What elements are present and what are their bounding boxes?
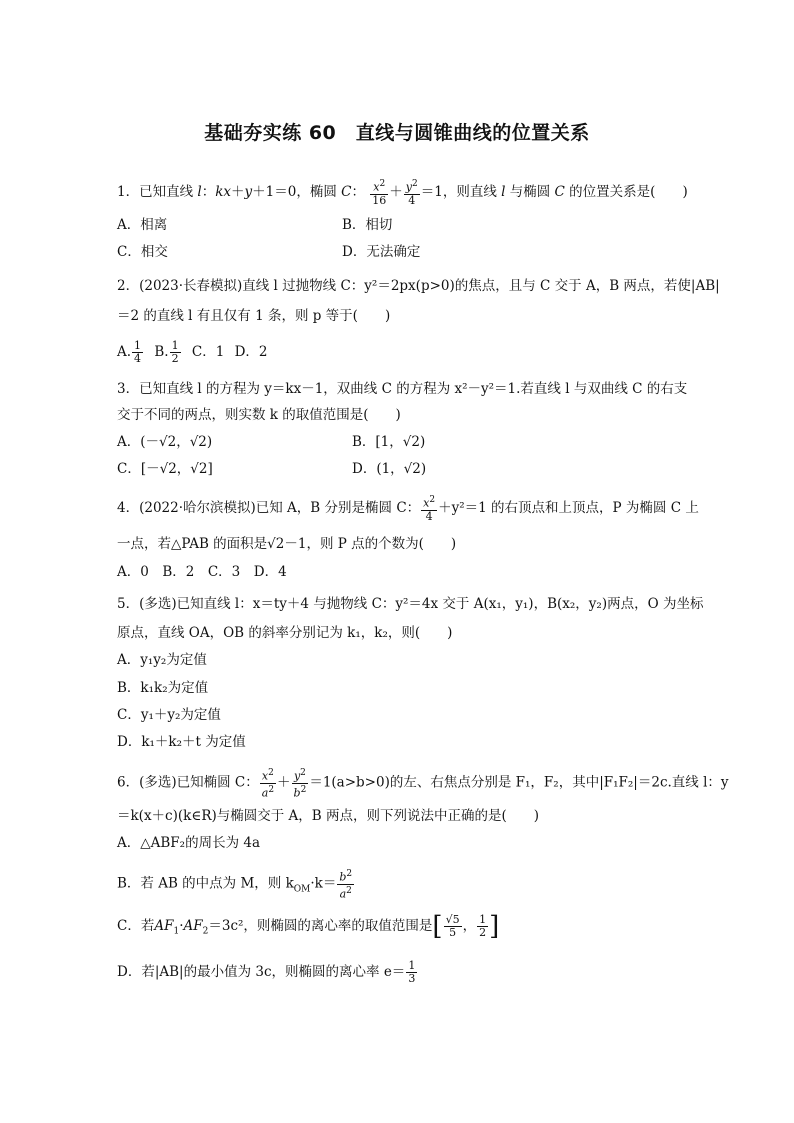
q5-option-d: D．k₁＋k₂＋t 为定值 bbox=[117, 734, 246, 750]
q1-option-d: D．无法确定 bbox=[342, 244, 421, 260]
fraction: $\frac{b^2}{a^2}$ bbox=[339, 869, 353, 901]
q1-option-c: C．相交 bbox=[117, 244, 168, 260]
fraction: $\frac{√5}{5}$ bbox=[445, 913, 460, 939]
q6-line2: ＝k(x＋c)(k∈R)与椭圆交于 A，B 两点，则下列说法中正确的是( ) bbox=[117, 808, 540, 824]
q1-option-a: A．相离 bbox=[117, 217, 168, 233]
q6-option-c: C．若$AF_1\cdot AF_2=3c^2$，则椭圆的离心率的取值范围是[ $\frac{√5}{5}$ ， $\frac{1}{2}$ ] bbox=[117, 911, 500, 942]
fraction: $\frac{1}{2}$ bbox=[479, 913, 487, 939]
fraction: $\frac{y^2}{4}$ bbox=[405, 179, 418, 207]
q5-option-b: B．k₁k₂为定值 bbox=[117, 680, 209, 696]
q3-option-b: B．[1，√2) bbox=[352, 434, 426, 450]
q6-option-d: D．若|AB|的最小值为 3c，则椭圆的离心率 e＝ $\frac{1}{3}$ bbox=[117, 959, 416, 985]
q4-line1: 4．(2022·哈尔滨模拟)已知 A，B 分别是椭圆 C： $\frac{x^2}{4}$ ＋y²＝1 的右顶点和上顶点，P 为椭圆 C 上 bbox=[117, 495, 699, 523]
q2-option-a: A. bbox=[117, 344, 132, 360]
fraction: $\frac{x^2}{a^2}$ bbox=[261, 768, 275, 800]
q2-line2: ＝2 的直线 l 有且仅有 1 条，则 p 等于( ) bbox=[117, 308, 391, 324]
q5-line2: 原点，直线 OA，OB 的斜率分别记为 k₁，k₂，则( ) bbox=[117, 625, 453, 641]
q2-option-c: C．1 bbox=[191, 344, 225, 360]
q5-option-c: C．y₁＋y₂为定值 bbox=[117, 707, 221, 723]
q6-option-a: A．△ABF₂的周长为 4a bbox=[117, 835, 261, 851]
q2-option-b: B. bbox=[154, 344, 169, 360]
q3-line1: 3．已知直线 l 的方程为 y＝kx－1，双曲线 C 的方程为 x²－y²＝1.若直线 l 与双曲线 C 的右支 bbox=[117, 381, 688, 397]
q4-options: A．0 B．2 C．3 D．4 bbox=[117, 564, 287, 580]
q4-line2: 一点，若△PAB 的面积是√2－1，则 P 点的个数为( ) bbox=[117, 536, 457, 552]
fraction: $\frac{y^2}{b^2}$ bbox=[293, 768, 307, 800]
page-title: 基础夯实练 60 直线与圆锥曲线的位置关系 bbox=[204, 122, 590, 144]
q3-option-d: D．(1，√2) bbox=[352, 461, 427, 477]
q6-option-b: B．若 AB 的中点为 M，则 $k_{OM}\cdot k=$ $\frac{b^2}{a^2}$ bbox=[117, 869, 353, 901]
fraction: $\frac{1}{2}$ bbox=[171, 339, 179, 365]
q5-option-a: A．y₁y₂为定值 bbox=[117, 652, 207, 668]
q1-stem: 1．已知直线 l：kx＋y＋1＝0，椭圆 C： $\frac{x^2}{16}$ ＋ $\frac{y^2}{4}$ ＝1，则直线 l 与椭圆 C 的位置关系是( ) bbox=[117, 179, 688, 207]
fraction: $\frac{1}{3}$ bbox=[408, 959, 416, 985]
q1-option-b: B．相切 bbox=[342, 217, 393, 233]
q2-line1: 2．(2023·长春模拟)直线 l 过抛物线 C：y²＝2px(p>0)的焦点，且与 C 交于 A，B 两点，若使|AB| bbox=[117, 278, 720, 294]
fraction: $\frac{x^2}{4}$ bbox=[423, 495, 436, 523]
fraction: $\frac{x^2}{16}$ bbox=[372, 179, 387, 207]
q2-option-d: D．2 bbox=[234, 344, 268, 360]
q3-line2: 交于不同的两点，则实数 k 的取值范围是( ) bbox=[117, 407, 401, 423]
q5-line1: 5．(多选)已知直线 l：x＝ty＋4 与抛物线 C：y²＝4x 交于 A(x₁，y₁)，B(x₂，y₂)两点，O 为坐标 bbox=[117, 596, 704, 612]
q2-options bbox=[117, 340, 268, 365]
fraction: $\frac{1}{4}$ bbox=[134, 339, 142, 365]
vector-expression: $AF_1\cdot AF_2$ bbox=[154, 918, 209, 937]
q3-option-a: A．(－√2，√2) bbox=[117, 434, 213, 450]
q3-option-c: C．[－√2，√2] bbox=[117, 461, 213, 477]
q6-line1: 6．(多选)已知椭圆 C： $\frac{x^2}{a^2}$ ＋ $\frac{y^2}{b^2}$ ＝1(a>b>0)的左、右焦点分别是 F₁，F₂，其中|F₁F₂|＝2c.直线 l：y bbox=[117, 768, 729, 800]
